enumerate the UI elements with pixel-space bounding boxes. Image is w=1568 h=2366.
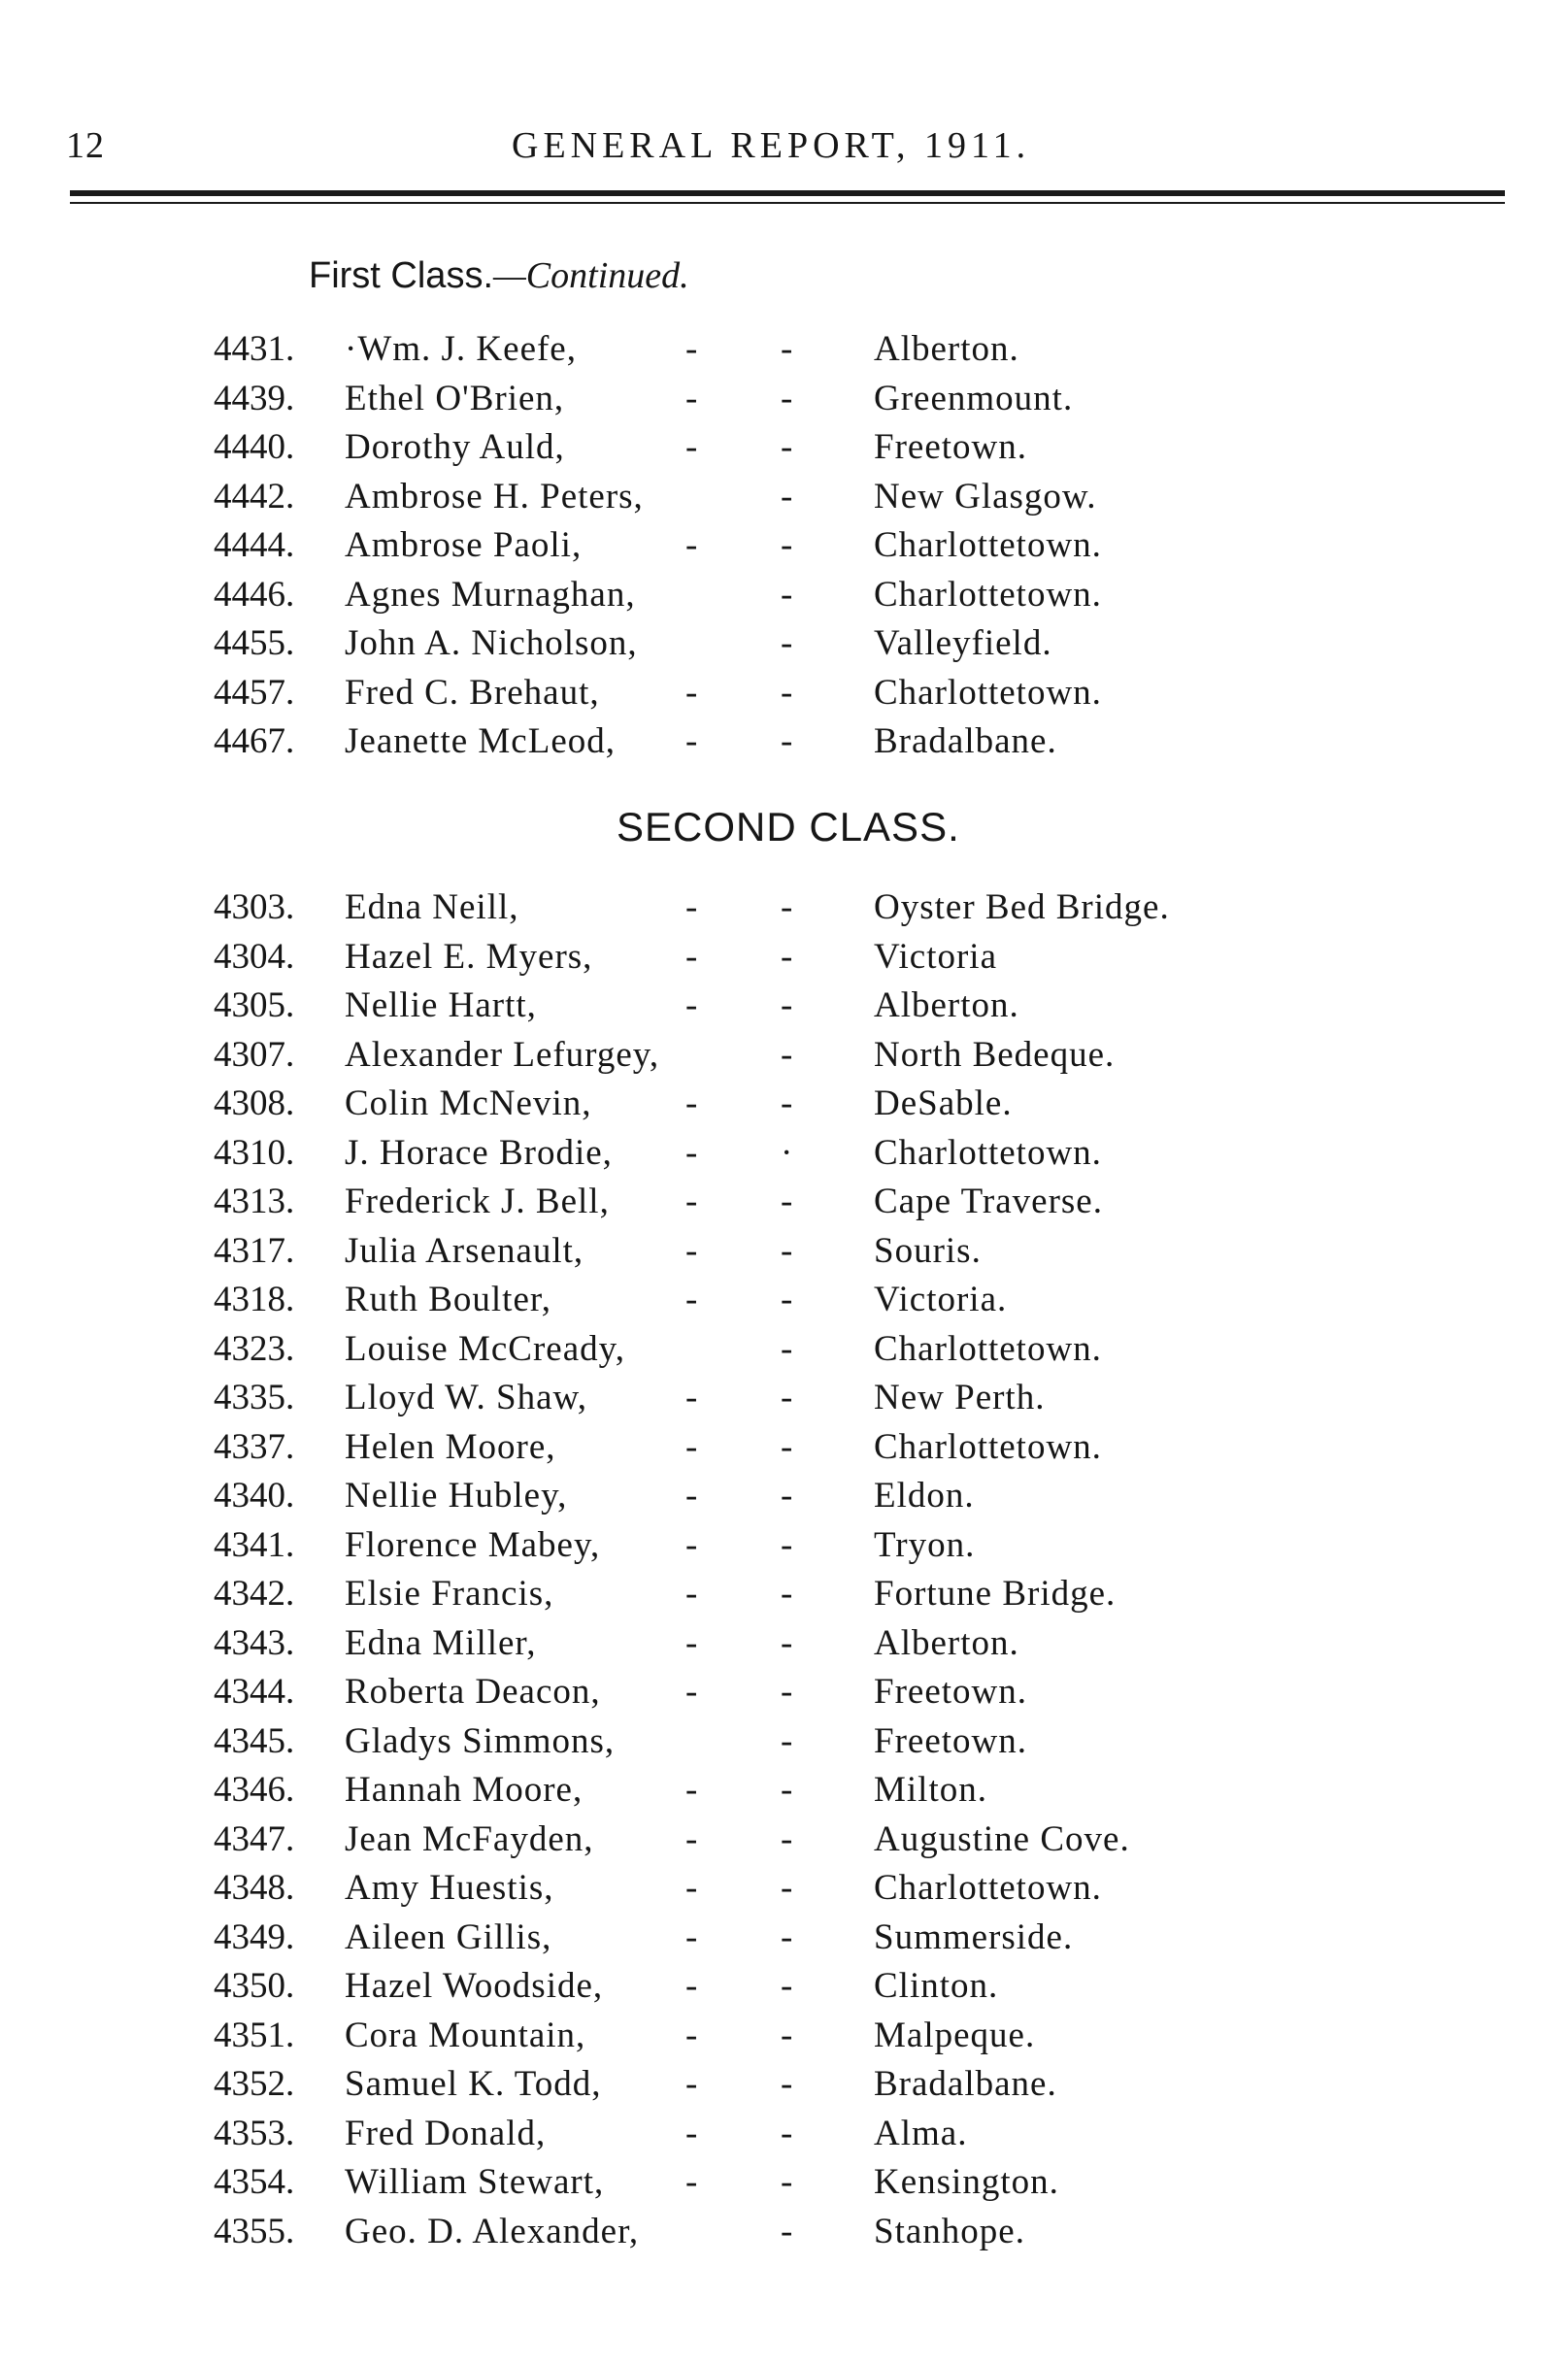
entry-name: Gladys Simmons, <box>345 1720 616 1761</box>
leader-dash: - <box>685 427 698 467</box>
entry-name: Hazel E. Myers, <box>345 936 593 977</box>
running-head: GENERAL REPORT, 1911. <box>512 125 1031 166</box>
leader-dash: - <box>685 1476 698 1516</box>
entry-number: 4457. <box>214 672 295 713</box>
entry-place: Charlottetown. <box>874 574 1102 615</box>
first-class-heading-label: First Class. <box>309 255 493 296</box>
leader-dash: - <box>781 2015 793 2055</box>
entry-name: Cora Mountain, <box>345 2015 586 2055</box>
entry-number: 4455. <box>214 623 295 663</box>
entry-name: Helen Moore, <box>345 1426 556 1467</box>
list-item <box>0 2208 1568 2257</box>
leader-dash: - <box>685 1230 698 1271</box>
list-item <box>0 717 1568 767</box>
entry-number: 4323. <box>214 1328 295 1369</box>
leader-dash: - <box>685 1524 698 1565</box>
leader-dash: - <box>781 1720 793 1761</box>
leader-dash: - <box>781 476 793 517</box>
list-item <box>0 1227 1568 1277</box>
entry-place: Alma. <box>874 2113 968 2153</box>
list-item <box>0 2012 1568 2061</box>
entry-number: 4442. <box>214 476 295 517</box>
entry-number: 4354. <box>214 2162 295 2202</box>
list-item <box>0 325 1568 375</box>
leader-dash: - <box>781 1770 793 1810</box>
entry-name: Elsie Francis, <box>345 1574 554 1614</box>
leader-dash: · <box>781 1132 793 1173</box>
entry-place: Freetown. <box>874 1672 1027 1712</box>
leader-dash: - <box>781 574 793 615</box>
leader-dash: - <box>685 1280 698 1319</box>
leader-dash: - <box>781 985 793 1025</box>
leader-dash: - <box>781 2064 793 2104</box>
leader-dash: - <box>781 1966 793 2006</box>
entry-number: 4444. <box>214 525 295 565</box>
entry-number: 4347. <box>214 1818 295 1859</box>
entry-name: Roberta Deacon, <box>345 1672 601 1712</box>
leader-dash: - <box>685 2015 698 2055</box>
leader-dash: - <box>685 1426 698 1467</box>
leader-dash: - <box>685 1083 698 1123</box>
list-item <box>0 473 1568 522</box>
leader-dash: - <box>781 1230 793 1271</box>
entry-place: Oyster Bed Bridge. <box>874 887 1170 927</box>
entry-place: Souris. <box>874 1230 982 1271</box>
list-item <box>0 1914 1568 1963</box>
list-item <box>0 423 1568 473</box>
leader-dash: - <box>685 2113 698 2153</box>
entry-name: Colin McNevin, <box>345 1083 592 1123</box>
entry-place: Stanhope. <box>874 2211 1025 2251</box>
leader-dash: - <box>685 672 698 713</box>
list-item <box>0 933 1568 983</box>
entry-name: Lloyd W. Shaw, <box>345 1378 588 1417</box>
leader-dash: - <box>685 985 698 1025</box>
leader-dash: - <box>781 887 793 927</box>
entry-name: Edna Miller, <box>345 1622 537 1663</box>
entry-name: Fred C. Brehaut, <box>345 672 600 713</box>
leader-dash: - <box>781 1280 793 1319</box>
leader-dash: - <box>781 1378 793 1417</box>
leader-dash: - <box>781 2113 793 2153</box>
list-item <box>0 1619 1568 1669</box>
list-item <box>0 571 1568 620</box>
entry-place: Freetown. <box>874 427 1027 467</box>
entry-number: 4440. <box>214 427 295 467</box>
entry-number: 4349. <box>214 1916 295 1957</box>
leader-dash: - <box>685 887 698 927</box>
list-item <box>0 669 1568 718</box>
entry-number: 4313. <box>214 1182 295 1221</box>
leader-dash: - <box>781 1868 793 1908</box>
entry-name: Geo. D. Alexander, <box>345 2211 640 2251</box>
entry-number: 4318. <box>214 1280 295 1319</box>
list-item <box>0 1374 1568 1423</box>
entry-place: Milton. <box>874 1770 987 1810</box>
list-item <box>0 1668 1568 1717</box>
leader-dash: - <box>781 623 793 663</box>
entry-name: Louise McCready, <box>345 1328 625 1369</box>
list-item <box>0 1472 1568 1521</box>
page-number: 12 <box>66 125 105 166</box>
entry-number: 4350. <box>214 1966 295 2006</box>
list-item <box>0 1276 1568 1325</box>
entry-name: John A. Nicholson, <box>345 623 638 663</box>
leader-dash: - <box>781 1524 793 1565</box>
entry-number: 4345. <box>214 1720 295 1761</box>
list-item <box>0 883 1568 933</box>
list-item <box>0 1717 1568 1767</box>
entry-place: Greenmount. <box>874 378 1074 418</box>
leader-dash: - <box>781 1476 793 1516</box>
leader-dash: - <box>685 1132 698 1173</box>
entry-name: Aileen Gillis, <box>345 1916 552 1957</box>
entry-place: North Bedeque. <box>874 1034 1116 1075</box>
leader-dash: - <box>781 672 793 713</box>
entry-number: 4446. <box>214 574 295 615</box>
list-item <box>0 2158 1568 2208</box>
entry-name: J. Horace Brodie, <box>345 1132 613 1173</box>
leader-dash: - <box>781 1083 793 1123</box>
entry-place: Valleyfield. <box>874 623 1052 663</box>
entry-name: Ruth Boulter, <box>345 1280 551 1319</box>
entry-number: 4337. <box>214 1426 295 1467</box>
entry-place: Augustine Cove. <box>874 1818 1130 1859</box>
entry-name: Ambrose Paoli, <box>345 525 583 565</box>
entry-name: Alexander Lefurgey, <box>345 1034 660 1075</box>
leader-dash: - <box>685 1966 698 2006</box>
second-class-list <box>0 883 1568 2256</box>
entry-place: Charlottetown. <box>874 1328 1102 1369</box>
list-item <box>0 1521 1568 1571</box>
entry-number: 4335. <box>214 1378 295 1417</box>
entry-place: Clinton. <box>874 1966 999 2006</box>
leader-dash: - <box>685 1574 698 1614</box>
entry-number: 4467. <box>214 721 295 761</box>
entry-name: Edna Neill, <box>345 887 519 927</box>
leader-dash: - <box>781 936 793 977</box>
leader-dash: - <box>685 1770 698 1810</box>
leader-dash: - <box>685 1622 698 1663</box>
entry-place: Charlottetown. <box>874 1868 1102 1908</box>
entry-place: DeSable. <box>874 1083 1013 1123</box>
leader-dash: - <box>781 1672 793 1712</box>
leader-dash: - <box>781 1426 793 1467</box>
list-item <box>0 1129 1568 1179</box>
entry-name: ·Wm. J. Keefe, <box>345 329 577 369</box>
entry-place: Charlottetown. <box>874 1426 1102 1467</box>
entry-place: Victoria <box>874 936 998 977</box>
list-item <box>0 1816 1568 1865</box>
list-item <box>0 1570 1568 1619</box>
entry-name: Nellie Hubley, <box>345 1476 568 1516</box>
leader-dash: - <box>781 2211 793 2251</box>
entry-number: 4305. <box>214 985 295 1025</box>
leader-dash: - <box>781 329 793 369</box>
entry-name: Hannah Moore, <box>345 1770 584 1810</box>
leader-dash: - <box>781 1182 793 1221</box>
list-item <box>0 619 1568 669</box>
leader-dash: - <box>685 1378 698 1417</box>
leader-dash: - <box>781 1034 793 1075</box>
leader-dash: - <box>781 721 793 761</box>
leader-dash: - <box>781 1818 793 1859</box>
entry-place: Charlottetown. <box>874 1132 1102 1173</box>
leader-dash: - <box>685 525 698 565</box>
list-item <box>0 1178 1568 1227</box>
entry-number: 4348. <box>214 1868 295 1908</box>
entry-number: 4352. <box>214 2064 295 2104</box>
entry-place: Eldon. <box>874 1476 975 1516</box>
entry-place: Tryon. <box>874 1524 976 1565</box>
entry-place: Victoria. <box>874 1280 1008 1319</box>
entry-place: Cape Traverse. <box>874 1182 1103 1221</box>
entry-place: Alberton. <box>874 1622 1019 1663</box>
second-class-heading: SECOND CLASS. <box>617 804 960 850</box>
continued-label: —Continued. <box>493 255 689 296</box>
entry-name: Frederick J. Bell, <box>345 1182 610 1221</box>
entry-name: Amy Huestis, <box>345 1868 554 1908</box>
header-rule-thick <box>70 190 1505 196</box>
list-item <box>0 1325 1568 1375</box>
leader-dash: - <box>781 2162 793 2202</box>
leader-dash: - <box>781 1916 793 1957</box>
entry-place: Alberton. <box>874 985 1019 1025</box>
entry-number: 4439. <box>214 378 295 418</box>
leader-dash: - <box>685 1868 698 1908</box>
header-rule-thin <box>70 202 1505 204</box>
leader-dash: - <box>685 721 698 761</box>
leader-dash: - <box>685 329 698 369</box>
entry-name: Nellie Hartt, <box>345 985 537 1025</box>
entry-place: Fortune Bridge. <box>874 1574 1117 1614</box>
entry-number: 4355. <box>214 2211 295 2251</box>
entry-number: 4346. <box>214 1770 295 1810</box>
entry-place: Summerside. <box>874 1916 1074 1957</box>
entry-number: 4353. <box>214 2113 295 2153</box>
entry-name: Florence Mabey, <box>345 1524 601 1565</box>
entry-place: Bradalbane. <box>874 721 1057 761</box>
entry-number: 4341. <box>214 1524 295 1565</box>
list-item <box>0 2060 1568 2110</box>
entry-number: 4307. <box>214 1034 295 1075</box>
first-class-heading <box>309 254 689 297</box>
leader-dash: - <box>685 1916 698 1957</box>
entry-place: New Perth. <box>874 1378 1046 1417</box>
entry-name: Jean McFayden, <box>345 1818 594 1859</box>
entry-place: Kensington. <box>874 2162 1059 2202</box>
leader-dash: - <box>685 378 698 418</box>
list-item <box>0 2110 1568 2159</box>
list-item <box>0 1962 1568 2012</box>
entry-name: Ambrose H. Peters, <box>345 476 644 517</box>
entry-place: Alberton. <box>874 329 1019 369</box>
entry-number: 4342. <box>214 1574 295 1614</box>
entry-name: Hazel Woodside, <box>345 1966 604 2006</box>
list-item <box>0 1766 1568 1816</box>
entry-number: 4304. <box>214 936 295 977</box>
leader-dash: - <box>781 1574 793 1614</box>
entry-number: 4344. <box>214 1672 295 1712</box>
leader-dash: - <box>685 2064 698 2104</box>
list-item <box>0 1864 1568 1914</box>
entry-place: New Glasgow. <box>874 476 1097 517</box>
leader-dash: - <box>685 1818 698 1859</box>
leader-dash: - <box>685 936 698 977</box>
entry-number: 4340. <box>214 1476 295 1516</box>
list-item <box>0 1080 1568 1129</box>
entry-place: Freetown. <box>874 1720 1027 1761</box>
leader-dash: - <box>685 1182 698 1221</box>
entry-number: 4351. <box>214 2015 295 2055</box>
leader-dash: - <box>685 1672 698 1712</box>
first-class-list <box>0 325 1568 767</box>
entry-number: 4431. <box>214 329 295 369</box>
entry-number: 4317. <box>214 1230 295 1271</box>
leader-dash: - <box>781 525 793 565</box>
list-item <box>0 982 1568 1031</box>
leader-dash: - <box>781 1622 793 1663</box>
entry-number: 4343. <box>214 1622 295 1663</box>
entry-name: Jeanette McLeod, <box>345 721 616 761</box>
entry-name: William Stewart, <box>345 2162 605 2202</box>
list-item <box>0 521 1568 571</box>
entry-name: Fred Donald, <box>345 2113 547 2153</box>
list-item <box>0 1031 1568 1081</box>
leader-dash: - <box>781 427 793 467</box>
entry-name: Samuel K. Todd, <box>345 2064 602 2104</box>
entry-place: Bradalbane. <box>874 2064 1057 2104</box>
entry-number: 4308. <box>214 1083 295 1123</box>
entry-name: Agnes Murnaghan, <box>345 574 636 615</box>
entry-place: Charlottetown. <box>874 672 1102 713</box>
entry-number: 4303. <box>214 887 295 927</box>
entry-name: Dorothy Auld, <box>345 427 565 467</box>
leader-dash: - <box>685 2162 698 2202</box>
entry-name: Julia Arsenault, <box>345 1230 584 1271</box>
entry-place: Charlottetown. <box>874 525 1102 565</box>
list-item <box>0 375 1568 424</box>
leader-dash: - <box>781 1328 793 1369</box>
list-item <box>0 1423 1568 1473</box>
entry-number: 4310. <box>214 1132 295 1173</box>
entry-place: Malpeque. <box>874 2015 1036 2055</box>
leader-dash: - <box>781 378 793 418</box>
entry-name: Ethel O'Brien, <box>345 378 565 418</box>
